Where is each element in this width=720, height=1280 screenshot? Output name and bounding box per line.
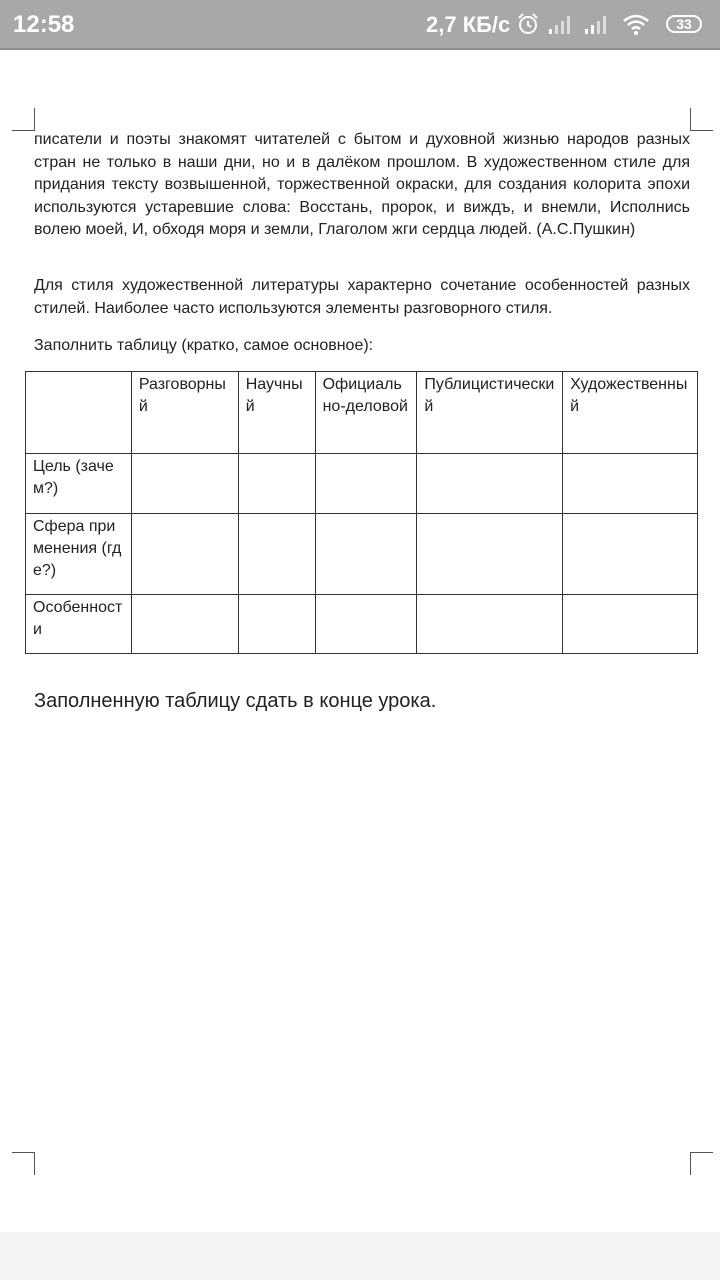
table-header-cell: Публицистический <box>417 372 563 454</box>
table-header-cell: Научный <box>238 372 315 454</box>
table-row <box>26 454 698 514</box>
status-bar-divider <box>0 48 720 50</box>
table-cell <box>563 454 698 514</box>
page-corner-mark <box>12 1152 35 1175</box>
styles-table <box>25 371 698 654</box>
row-label-cell: Цель (зачем?) <box>26 454 132 514</box>
battery-icon: 33 <box>666 15 702 33</box>
table-header-row <box>26 372 698 454</box>
document-instruction: Заполнить таблицу (кратко, самое основное): <box>34 337 374 354</box>
table-cell <box>315 454 417 514</box>
document-paragraph: писатели и поэты знакомят читателей с бытом и духовной жизнью народов разных стран не только в наши дни, но и в далёком прошлом. В художественном стиле для придания тексту возвышенной, торжественной окраски, для создания колорита эпохи используются устаревшие слова: Восстань, пророк, и виждъ, и внемли, Исполнись волею моей, И, обходя моря и земли, Глаголом жги сердца людей. (А.С.Пушкин) <box>34 131 690 238</box>
table-cell <box>238 514 315 595</box>
table-cell <box>131 454 238 514</box>
table-cell <box>131 514 238 595</box>
table-cell <box>417 454 563 514</box>
table-cell <box>315 514 417 595</box>
table-cell <box>417 595 563 654</box>
table-cell <box>238 595 315 654</box>
document-paragraph: Для стиля художественной литературы характерно сочетание особенностей разных стилей. Наиболее часто используются элементы разговорного стиля. <box>34 277 690 317</box>
wifi-icon <box>622 12 650 41</box>
table-row <box>26 514 698 595</box>
page-corner-mark <box>690 1152 713 1175</box>
final-note: Заполненную таблицу сдать в конце урока. <box>34 690 437 712</box>
bottom-bar <box>0 1232 720 1280</box>
signal-icon <box>548 12 574 41</box>
table-cell <box>238 454 315 514</box>
row-label-cell: Сфера применения (где?) <box>26 514 132 595</box>
table-cell <box>315 595 417 654</box>
row-label-cell: Особенности <box>26 595 132 654</box>
table-header-cell: Официально-деловой <box>315 372 417 454</box>
table-cell <box>417 514 563 595</box>
table-header-cell: Разговорный <box>131 372 238 454</box>
table-cell <box>563 595 698 654</box>
page-corner-mark <box>12 108 35 131</box>
network-speed: 2,7 КБ/с <box>426 12 511 37</box>
table-header-cell: Художественный <box>563 372 698 454</box>
status-bar <box>0 0 720 48</box>
table-cell <box>131 595 238 654</box>
table-cell <box>563 514 698 595</box>
signal-icon <box>584 12 610 41</box>
alarm-icon <box>516 12 540 41</box>
page-corner-mark <box>690 108 713 131</box>
status-time: 12:58 <box>13 11 75 38</box>
table-row <box>26 595 698 654</box>
table-cell <box>26 372 132 454</box>
